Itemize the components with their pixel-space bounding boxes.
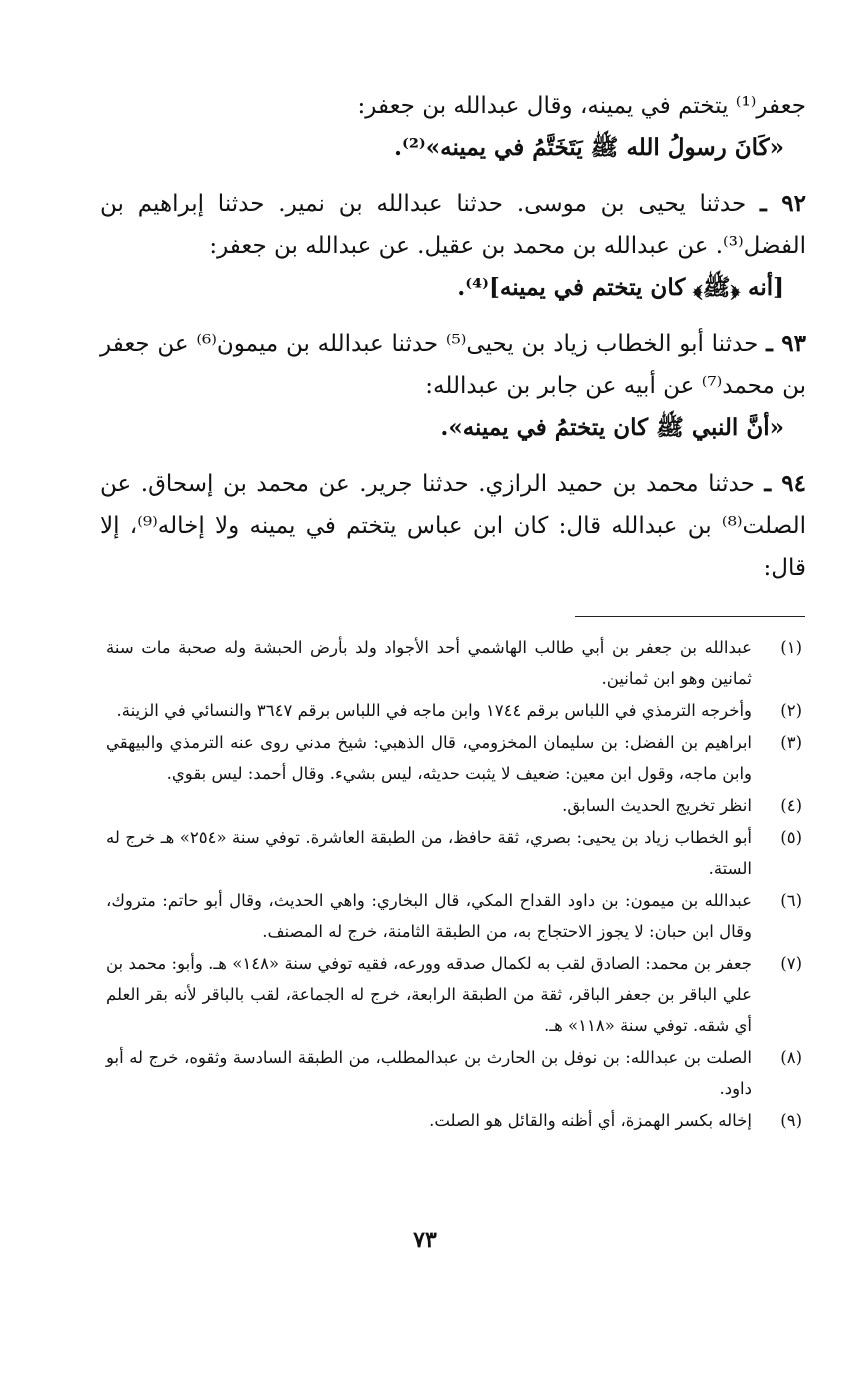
footnote <box>106 695 802 726</box>
footnote-number: (٢) <box>780 701 802 720</box>
page-number: ٧٣ <box>413 1227 437 1253</box>
hadith-number: ٩٢ ـ <box>760 190 806 217</box>
footnote-number: (٥) <box>780 828 802 847</box>
paragraph-gap <box>100 169 806 183</box>
footnote-number: (٧) <box>780 954 802 973</box>
footnote <box>106 790 802 821</box>
footnote-text: وأخرجه الترمذي في اللباس برقم ١٧٤٤ وابن ماجه في اللباس برقم ٣٦٤٧ والنسائي في الزينة. <box>116 701 752 720</box>
footnote-text: أبو الخطاب زياد بن يحيى: بصري، ثقة حافظ، من الطبقة العاشرة. توفي سنة «٢٥٤» هـ خرج له الستة. <box>106 828 752 878</box>
footnote-number: (٤) <box>780 796 802 815</box>
footnote-text: ابراهيم بن الفضل: بن سليمان المخزومي، قال الذهبي: شيخ مدني روى عنه الترمذي والبيهقي وابن ماجه، وقول ابن معين: ضعيف لا يثبت حديثه، ليس بشيء. وقال أحمد: ليس بقوي. <box>106 733 752 783</box>
footnote <box>106 822 802 884</box>
hadith-quote: «أنَّ النبي ﷺ كان يتختمُ في يمينه». <box>440 414 784 441</box>
footnote <box>106 948 802 1041</box>
hadith-text: حدثنا محمد بن حميد الرازي. حدثنا جرير. عن محمد بن إسحاق. عن الصلت⁽⁸⁾ بن عبدالله قال: كان ابن عباس يتختم في يمينه ولا إخاله⁽⁹⁾، إلا قال: <box>100 471 807 581</box>
footnote-divider <box>575 616 805 617</box>
footnote <box>106 885 802 947</box>
footnote <box>106 1105 802 1136</box>
hadith-number: ٩٤ ـ <box>764 470 807 497</box>
hadith-quote: [أنه ﴿ﷺ﴾ كان يتختم في يمينه]⁽⁴⁾. <box>457 274 784 301</box>
footnote-number: (٦) <box>780 891 802 910</box>
hadith-93 <box>100 323 806 407</box>
footnote-text: عبدالله بن جعفر بن أبي طالب الهاشمي أحد الأجواد ولد بأرض الحبشة وله صحبة مات سنة ثمانين وهو ابن ثمانين. <box>106 638 752 688</box>
footnote-number: (٩) <box>780 1111 802 1130</box>
paragraph-gap <box>100 449 806 463</box>
footnote-text: عبدالله بن ميمون: بن داود القداح المكي، قال البخاري: واهي الحديث، وقال أبو حاتم: متروك، وقال ابن حبان: لا يجوز الاحتجاج به، من الطبقة الثامنة، خرج له المصنف. <box>106 891 752 941</box>
footnote <box>106 727 802 789</box>
hadith-quote: «كَانَ رسولُ الله ﷺ يَتَخَتَّمُ في يمينه»⁽²⁾. <box>393 134 784 161</box>
footnotes <box>106 632 802 1137</box>
footnote-text: إخاله بكسر الهمزة، أي أظنه والقائل هو الصلت. <box>429 1111 752 1130</box>
footnote-number: (١) <box>780 638 802 657</box>
footnote-number: (٨) <box>780 1048 802 1067</box>
footnote <box>106 1042 802 1104</box>
paragraph-gap <box>100 309 806 323</box>
hadith-94 <box>100 463 806 589</box>
footnote-number: (٣) <box>780 733 802 752</box>
footnote <box>106 632 802 694</box>
main-text <box>100 85 806 589</box>
hadith-number: ٩٣ ـ <box>766 330 806 357</box>
footnote-text: الصلت بن عبدالله: بن نوفل بن الحارث بن عبدالمطلب، من الطبقة السادسة وثقوه، خرج له أبو داود. <box>106 1048 752 1098</box>
paragraph-line: جعفر⁽¹⁾ يتختم في يمينه، وقال عبدالله بن جعفر: <box>357 93 806 119</box>
footnote-text: جعفر بن محمد: الصادق لقب به لكمال صدقه وورعه، فقيه توفي سنة «١٤٨» هـ. وأبو: محمد بن علي الباقر بن جعفر الباقر، ثقة من الطبقة الرابعة، خرج له الجماعة، لقب بالباقر لأنه بقر العلم أي شقه. توفي سنة «١١٨» هـ. <box>106 954 752 1035</box>
hadith-92 <box>100 183 806 267</box>
hadith-text: حدثنا يحيى بن موسى. حدثنا عبدالله بن نمير. حدثنا إبراهيم بن الفضل⁽³⁾. عن عبدالله بن محمد بن عقيل. عن عبدالله بن جعفر: <box>100 191 806 259</box>
hadith-text: حدثنا أبو الخطاب زياد بن يحيى⁽⁵⁾ حدثنا عبدالله بن ميمون⁽⁶⁾ عن جعفر بن محمد⁽⁷⁾ عن أبيه عن جابر بن عبدالله: <box>100 331 806 399</box>
footnote-text: انظر تخريج الحديث السابق. <box>562 796 752 815</box>
